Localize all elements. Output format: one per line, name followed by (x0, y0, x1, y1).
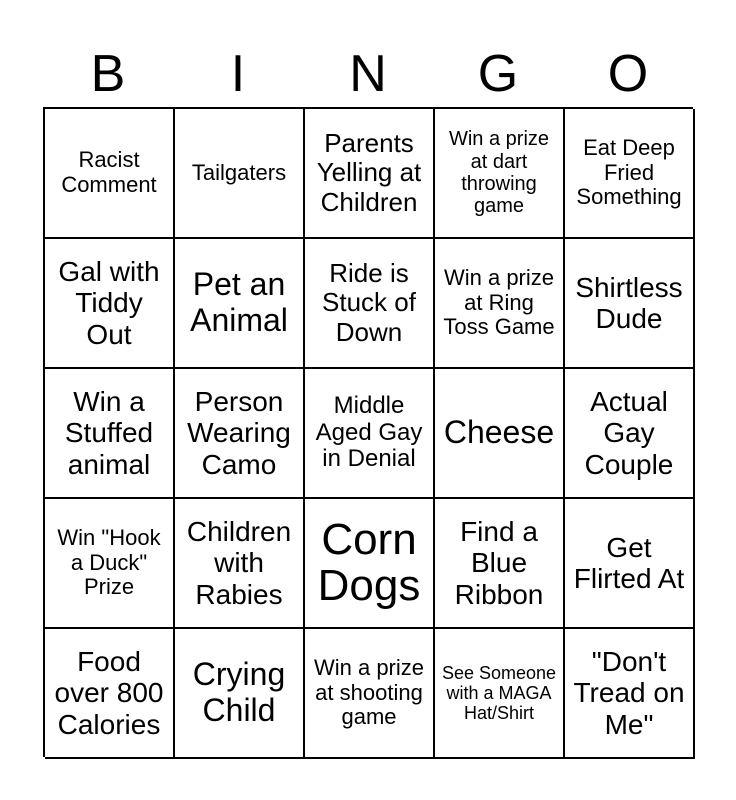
bingo-cell[interactable]: Middle Aged Gay in Denial (305, 369, 435, 499)
header-letter-n: N (349, 45, 387, 103)
bingo-cell[interactable]: Win a prize at dart throwing game (435, 109, 565, 239)
bingo-cell[interactable]: Win a Stuffed animal (45, 369, 175, 499)
bingo-cell[interactable]: Parents Yelling at Children (305, 109, 435, 239)
header-letter-i: I (230, 45, 246, 103)
bingo-cell[interactable]: Crying Child (175, 629, 305, 759)
bingo-cell[interactable]: Ride is Stuck of Down (305, 239, 435, 369)
bingo-cell[interactable]: Win "Hook a Duck" Prize (45, 499, 175, 629)
bingo-cell[interactable]: Food over 800 Calories (45, 629, 175, 759)
bingo-cell[interactable]: Win a prize at shooting game (305, 629, 435, 759)
bingo-header (43, 40, 693, 108)
bingo-cell[interactable]: Pet an Animal (175, 239, 305, 369)
header-letter-b: B (90, 45, 126, 103)
bingo-cell[interactable]: Corn Dogs (305, 499, 435, 629)
bingo-cell[interactable]: Cheese (435, 369, 565, 499)
bingo-cell[interactable]: Win a prize at Ring Toss Game (435, 239, 565, 369)
bingo-cell[interactable]: Tailgaters (175, 109, 305, 239)
bingo-card-grid (43, 107, 693, 757)
bingo-cell[interactable]: Children with Rabies (175, 499, 305, 629)
bingo-cell[interactable]: Person Wearing Camo (175, 369, 305, 499)
header-letter-o: O (607, 45, 649, 103)
bingo-cell[interactable]: Gal with Tiddy Out (45, 239, 175, 369)
bingo-cell[interactable]: Eat Deep Fried Something (565, 109, 695, 239)
bingo-cell[interactable]: Actual Gay Couple (565, 369, 695, 499)
bingo-cell[interactable]: Get Flirted At (565, 499, 695, 629)
bingo-cell[interactable]: Find a Blue Ribbon (435, 499, 565, 629)
bingo-cell[interactable]: "Don't Tread on Me" (565, 629, 695, 759)
bingo-cell[interactable]: Shirtless Dude (565, 239, 695, 369)
bingo-cell[interactable]: See Someone with a MAGA Hat/Shirt (435, 629, 565, 759)
bingo-cell[interactable]: Racist Comment (45, 109, 175, 239)
header-letter-g: G (477, 45, 519, 103)
